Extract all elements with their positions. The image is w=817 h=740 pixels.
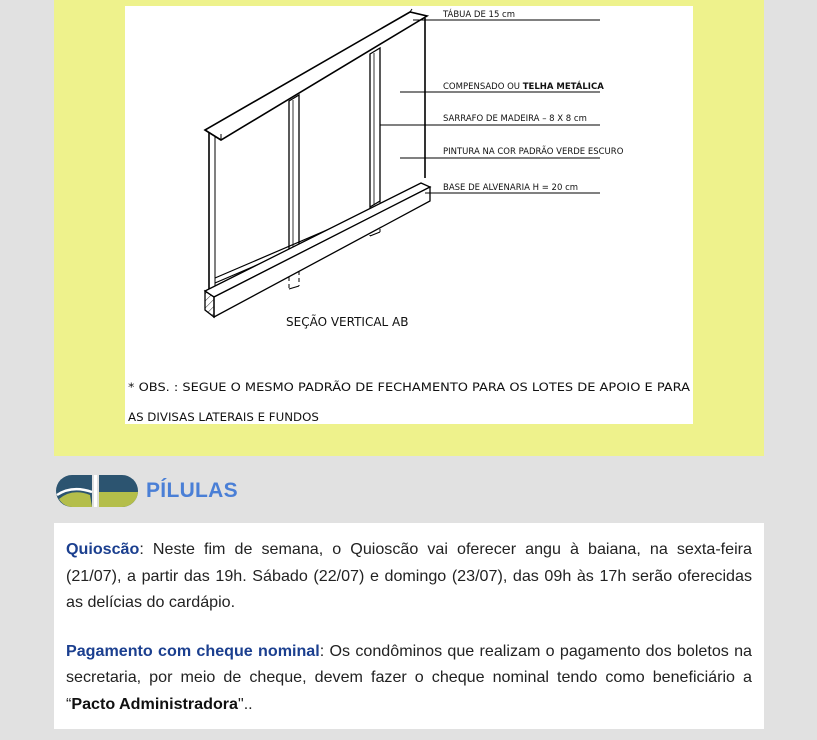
masonry-base-front <box>214 187 430 317</box>
section-header-pilulas <box>54 470 454 510</box>
beneficiary-name: Pacto Administradora <box>71 694 238 713</box>
news-text: : Neste fim de semana, o Quioscão vai oferecer angu à baiana, na sexta-feira (21/07), a partir das 19h. Sábado (22/07) e domingo (23/07), das 09h às 17h serão oferecidas as delícias do cardápio. <box>66 540 752 611</box>
drawing-panel <box>54 0 764 456</box>
pills-logo-icon <box>54 473 140 509</box>
section-title: PÍLULAS <box>146 479 238 502</box>
top-board <box>205 12 427 140</box>
label-sarrafo: SARRAFO DE MADEIRA – 8 X 8 cm <box>443 114 587 124</box>
news-text-end: ".. <box>238 694 253 713</box>
label-compensado: COMPENSADO OU TELHA METÁLICA <box>443 82 604 92</box>
news-box <box>54 523 764 729</box>
masonry-base-top <box>205 183 430 297</box>
wood-post-left <box>289 95 299 256</box>
obs-note-line1: * OBS. : SEGUE O MESMO PADRÃO DE FECHAMENTO PARA OS LOTES DE APOIO E PARA <box>128 380 640 394</box>
label-base: BASE DE ALVENARIA H = 20 cm <box>443 183 579 193</box>
fence-section-drawing <box>125 6 693 424</box>
news-title: Quioscão <box>66 540 140 558</box>
news-title: Pagamento com cheque nominal <box>66 641 320 660</box>
news-item-pagamento <box>66 638 752 718</box>
fence-technical-drawing <box>125 6 693 424</box>
news-text: : Os condôminos que realizam o pagamento dos boletos na secretaria, por meio de cheque, devem fazer o cheque nominal tendo como beneficiário a “ <box>66 641 752 713</box>
wood-post-right <box>370 48 380 207</box>
news-item-quioscao <box>66 536 752 616</box>
section-caption: SEÇÃO VERTICAL AB <box>286 315 409 329</box>
obs-note-line2: AS DIVISAS LATERAIS E FUNDOS <box>128 410 319 424</box>
label-tabua: TÁBUA DE 15 cm <box>443 10 516 20</box>
label-pintura: PINTURA NA COR PADRÃO VERDE ESCURO <box>443 147 624 157</box>
